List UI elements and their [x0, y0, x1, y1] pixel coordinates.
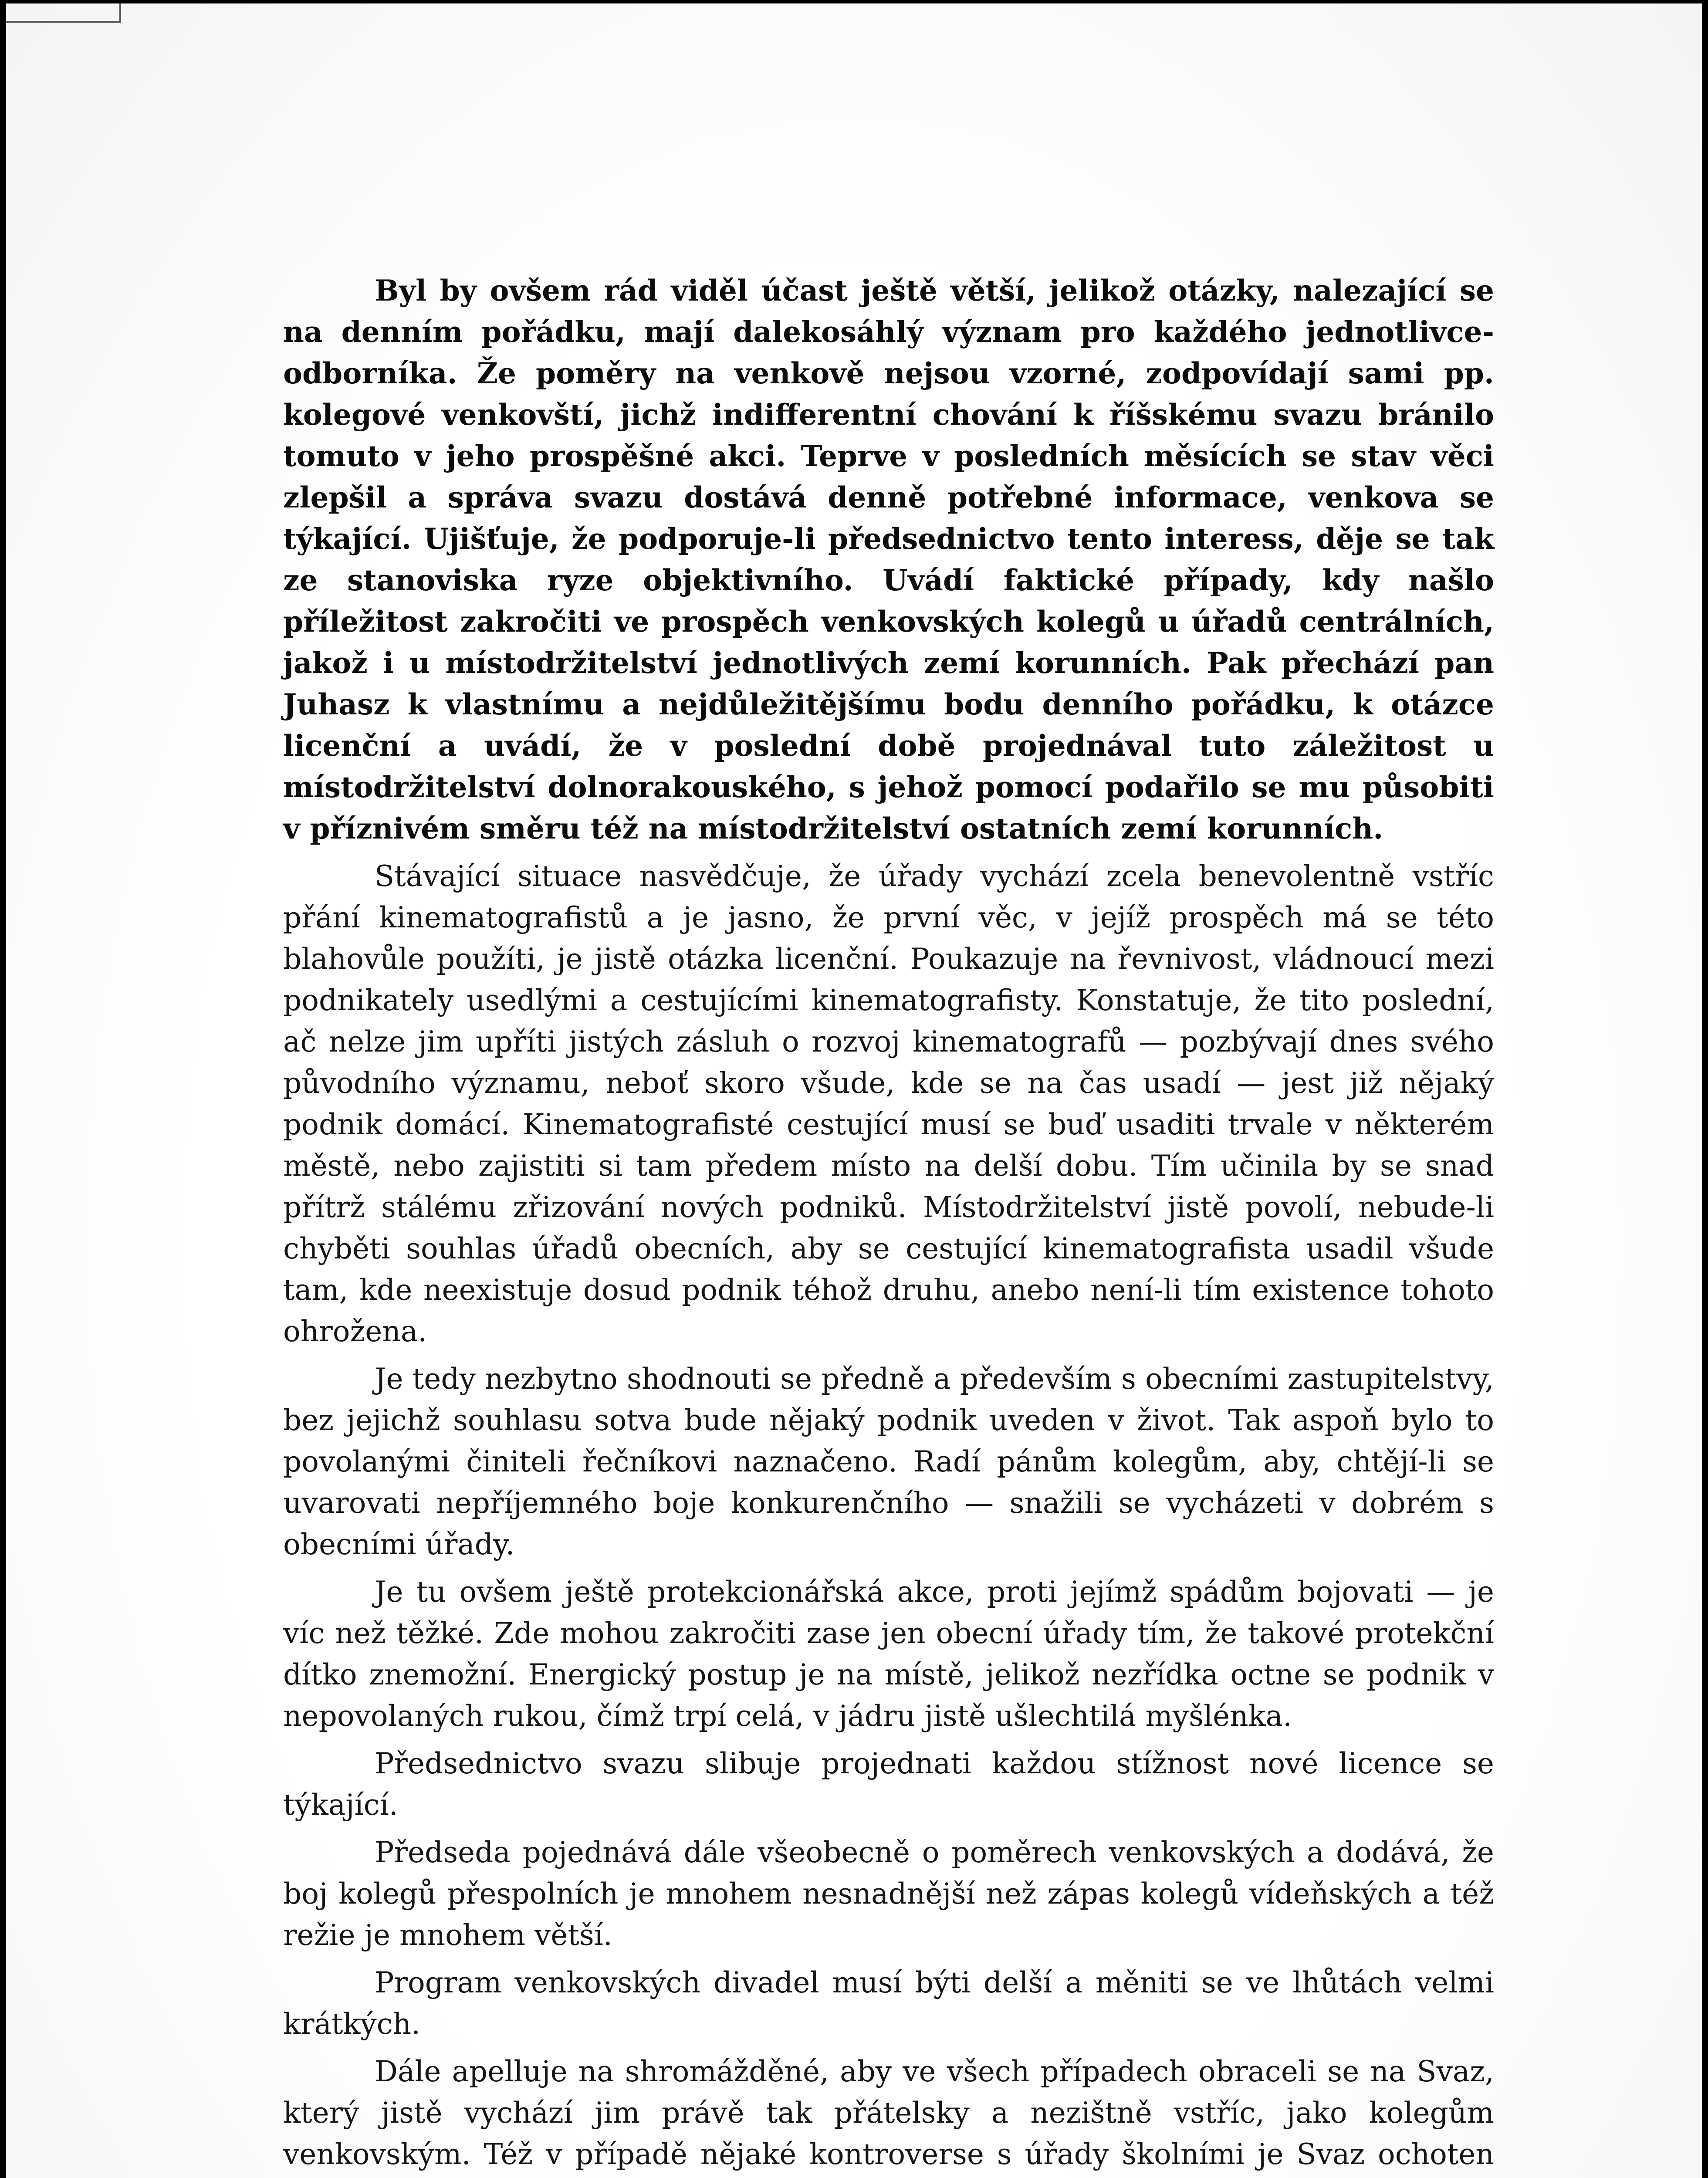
paragraph-6: Předseda pojednává dále všeobecně o poměrech venkovských a dodává, že boj kolegů přespolních je mnohem nesnadnější než zápas kolegů vídeňských a též režie je mnohem větší.	[283, 1836, 1494, 1952]
paragraph-8: Dále apelluje na shromážděné, aby ve všech případech obraceli se na Svaz, který jistě vychází jim právě tak přátelsky a nezištně vstříc, jako kolegům venkovským. Též v případě nějaké kontroverse s úřady školními je Svaz ochoten	[283, 2055, 1494, 2171]
paragraph-4: Je tu ovšem ještě protekcionářská akce, proti jejímž spádům bojovati — je víc než těžké. Zde mohou zakročiti zase jen obecní úřady tím, že takové protekční dítko znemožní. Energický postup je na místě, jelikož nezřídka octne se podnik v nepovolaných rukou, čímž trpí celá, v jádru jistě ušlechtilá myšlénka.	[283, 1575, 1494, 1733]
body-text	[283, 270, 1494, 2178]
scanned-page	[6, 3, 1702, 2178]
paragraph-5: Předsednictvo svazu slibuje projednati každou stížnost nové licence se týkající.	[283, 1747, 1494, 1822]
paragraph-1: Byl by ovšem rád viděl účast ještě větší, jelikož otázky, nalezající se na denním pořádku, mají dalekosáhlý význam pro každého jednotlivce-odborníka. Že poměry na venkově nejsou vzorné, zodpovídají sami pp. kolegové venkovští, jichž indifferentní chování k říšskému svazu bránilo tomuto v jeho prospěšné akci. Teprve v posledních měsících se stav věci zlepšil a správa svazu dostává denně potřebné informace, venkova se týkající. Ujišťuje, že podporuje-li předsednictvo tento interess, děje se tak ze stanoviska ryze objektivního. Uvádí faktické případy, kdy našlo příležitost zakročiti ve prospěch venkovských kolegů u úřadů centrálních, jakož i u místodržitelství jednotlivých zemí korunních. Pak přechází pan Juhasz k vlastnímu a nejdůležitějšímu bodu denního pořádku, k otázce licenční a uvádí, že v poslední době projednával tuto záležitost u místodržitelství dolnorakouského, s jehož pomocí podařilo se mu působiti v příznivém směru též na místodržitelství ostatních zemí korunních.	[283, 274, 1494, 845]
scan-corner-mark	[6, 3, 121, 23]
paragraph-3: Je tedy nezbytno shodnouti se předně a především s obecními zastupitelstvy, bez jejichž souhlasu sotva bude nějaký podnik uveden v život. Tak aspoň bylo to povolanými činiteli řečníkovi naznačeno. Radí pánům kolegům, aby, chtějí-li se uvarovati nepříjemného boje konkurenčního — snažili se vycházeti v dobrém s obecními úřady.	[283, 1362, 1494, 1561]
paragraph-2: Stávající situace nasvědčuje, že úřady vychází zcela benevolentně vstříc přání kinematografistů a je jasno, že první věc, v jejíž prospěch má se této blahovůle použíti, je jistě otázka licenční. Poukazuje na řevnivost, vládnoucí mezi podnikately usedlými a cestujícími kinematografisty. Konstatuje, že tito poslední, ač nelze jim upříti jistých zásluh o rozvoj kinematografů — pozbývají dnes svého původního významu, neboť skoro všude, kde se na čas usadí — jest již nějaký podnik domácí. Kinematografisté cestující musí se buď usaditi trvale v některém městě, nebo zajistiti si tam předem místo na delší dobu. Tím učinila by se snad přítrž stálému zřizování nových podniků. Místodržitelství jistě povolí, nebude-li chyběti souhlas úřadů obecních, aby se cestující kinematografista usadil všude tam, kde neexistuje dosud podnik téhož druhu, anebo není-li tím existence tohoto ohrožena.	[283, 859, 1494, 1348]
paragraph-7: Program venkovských divadel musí býti delší a měniti se ve lhůtách velmi krátkých.	[283, 1966, 1494, 2041]
